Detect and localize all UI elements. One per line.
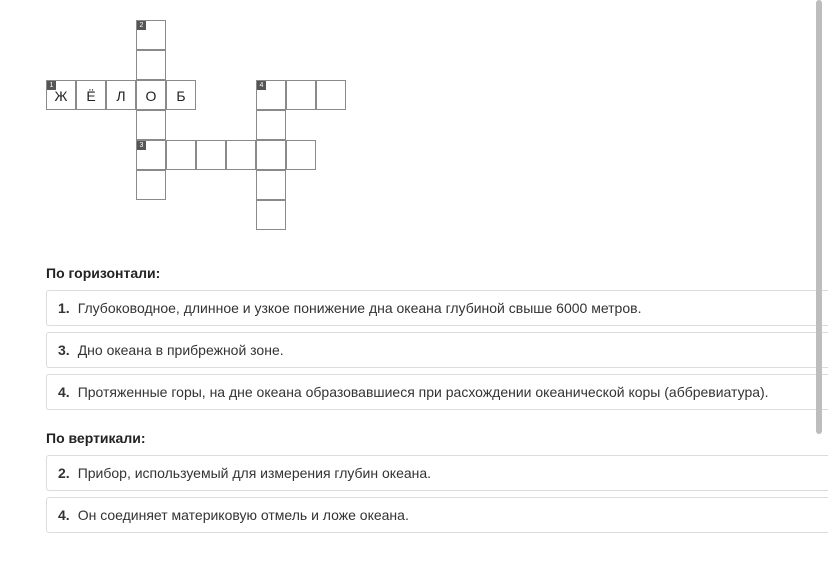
down-clue-2[interactable] bbox=[46, 455, 828, 491]
clue-number: 1. bbox=[58, 300, 70, 316]
cell-letter: Б bbox=[176, 88, 186, 104]
clue-text: Протяженные горы, на дне океана образовавшиеся при расхождении океанической коры (аббревиатура). bbox=[77, 384, 769, 400]
crossword-grid bbox=[0, 0, 828, 240]
cell-letter: Л bbox=[116, 88, 126, 104]
cell-letter: О bbox=[145, 88, 157, 104]
crossword-cell[interactable] bbox=[46, 80, 76, 110]
clue-number: 4. bbox=[58, 507, 70, 523]
crossword-cell[interactable] bbox=[256, 170, 286, 200]
crossword-cell[interactable] bbox=[286, 80, 316, 110]
cell-number: 3 bbox=[137, 141, 146, 150]
crossword-cell[interactable] bbox=[256, 140, 286, 170]
crossword-cell[interactable] bbox=[136, 170, 166, 200]
crossword-cell[interactable] bbox=[256, 110, 286, 140]
crossword-cell[interactable] bbox=[166, 140, 196, 170]
clue-number: 2. bbox=[58, 465, 70, 481]
across-clue-1[interactable] bbox=[46, 290, 828, 326]
across-clue-3[interactable] bbox=[46, 332, 828, 368]
crossword-cell[interactable] bbox=[196, 140, 226, 170]
crossword-cell[interactable] bbox=[136, 110, 166, 140]
down-clue-4[interactable] bbox=[46, 497, 828, 533]
cell-letter: Ё bbox=[86, 88, 96, 104]
crossword-cell[interactable] bbox=[166, 80, 196, 110]
crossword-cell[interactable] bbox=[136, 20, 166, 50]
scrollbar[interactable] bbox=[816, 0, 822, 434]
clue-number: 3. bbox=[58, 342, 70, 358]
crossword-cell[interactable] bbox=[286, 140, 316, 170]
crossword-cell[interactable] bbox=[106, 80, 136, 110]
clue-number: 4. bbox=[58, 384, 70, 400]
cell-number: 2 bbox=[137, 21, 146, 30]
crossword-cell[interactable] bbox=[136, 50, 166, 80]
crossword-cell[interactable] bbox=[136, 80, 166, 110]
crossword-cell[interactable] bbox=[316, 80, 346, 110]
across-clue-4[interactable] bbox=[46, 374, 828, 410]
crossword-cell[interactable] bbox=[226, 140, 256, 170]
cell-number: 4 bbox=[257, 81, 266, 90]
across-heading: По горизонтали: bbox=[46, 265, 161, 281]
clue-text: Он соединяет материковую отмель и ложе океана. bbox=[77, 507, 409, 523]
cell-letter: Ж bbox=[54, 88, 68, 104]
clue-text: Дно океана в прибрежной зоне. bbox=[77, 342, 284, 358]
clue-text: Глубоководное, длинное и узкое понижение дна океана глубиной свыше 6000 метров. bbox=[77, 300, 642, 316]
clue-text: Прибор, используемый для измерения глубин океана. bbox=[77, 465, 432, 481]
crossword-cell[interactable] bbox=[136, 140, 166, 170]
crossword-cell[interactable] bbox=[76, 80, 106, 110]
crossword-cell[interactable] bbox=[256, 200, 286, 230]
down-heading: По вертикали: bbox=[46, 430, 146, 446]
cell-number: 1 bbox=[47, 81, 56, 90]
crossword-cell[interactable] bbox=[256, 80, 286, 110]
